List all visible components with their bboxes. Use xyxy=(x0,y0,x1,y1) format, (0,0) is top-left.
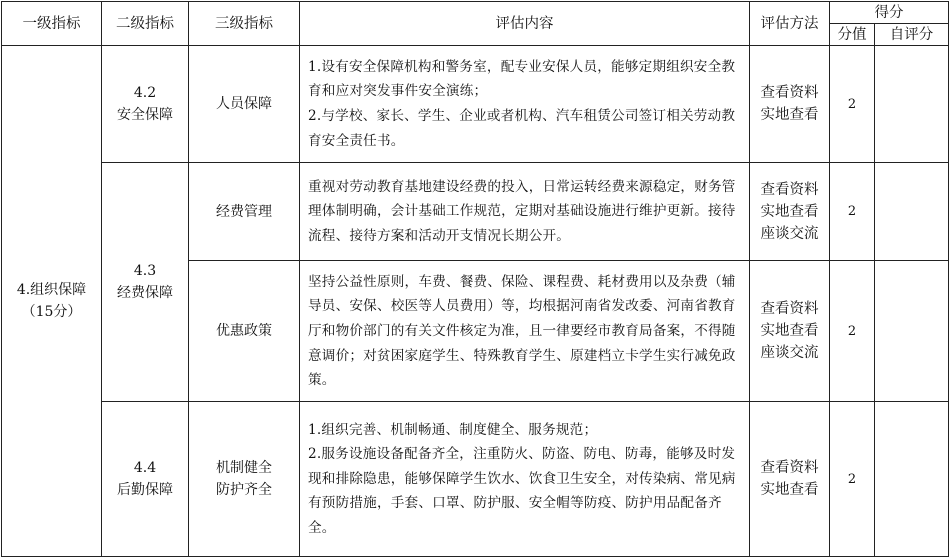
content-cell xyxy=(300,402,750,557)
level2-name: 安全保障 xyxy=(117,107,173,124)
level3-indicator-cell xyxy=(189,402,300,557)
score-cell: 2 xyxy=(830,402,875,557)
method-item: 实地查看 xyxy=(760,323,819,340)
level2-indicator-cell xyxy=(102,402,189,557)
method-cell xyxy=(750,402,830,557)
method-item: 查看资料 xyxy=(760,460,819,477)
method-item: 查看资料 xyxy=(760,181,819,198)
level3-name: 机制健全 xyxy=(216,460,272,477)
level3-name: 人员保障 xyxy=(216,96,272,113)
score-cell: 2 xyxy=(830,162,875,261)
header-self-score: 自评分 xyxy=(875,24,949,46)
level3-name: 优惠政策 xyxy=(216,323,272,340)
level2-code: 4.3 xyxy=(133,262,157,279)
method-item: 实地查看 xyxy=(760,203,819,220)
level1-indicator-name: 4.组织保障 xyxy=(16,282,87,299)
header-method: 评估方法 xyxy=(750,2,830,46)
header-row-1 xyxy=(2,2,949,24)
table-row xyxy=(2,46,949,163)
content-line: 坚持公益性原则，车费、餐费、保险、课程费、耗材费用以及杂费（辅导员、安保、校医等人员费用）等，均根据河南省发改委、河南省教育厅和物价部门的有关文件核定为准，且一律要经市教育局备案，不得随意调价；对贫困家庭学生、特殊教育学生、原建档立卡学生实行减免政策。 xyxy=(308,273,736,389)
method-item: 座谈交流 xyxy=(760,225,819,242)
level3-name: 防护齐全 xyxy=(216,482,272,499)
level1-indicator-points: （15分） xyxy=(21,304,82,321)
content-cell xyxy=(300,162,750,261)
header-level3: 三级指标 xyxy=(189,2,300,46)
method-item: 查看资料 xyxy=(760,301,819,318)
method-cell xyxy=(750,162,830,261)
self-score-cell xyxy=(875,46,949,163)
self-score-cell xyxy=(875,261,949,402)
level2-code: 4.4 xyxy=(133,460,157,477)
method-item: 实地查看 xyxy=(760,107,819,124)
level3-indicator-cell xyxy=(189,162,300,261)
score-cell: 2 xyxy=(830,46,875,163)
content-line: 2.与学校、家长、学生、企业或者机构、汽车租赁公司签订相关劳动教育安全责任书。 xyxy=(308,108,736,149)
level2-indicator-cell xyxy=(102,162,189,401)
content-line: 2.服务设施设备配备齐全，注重防火、防盗、防电、防毒，能够及时发现和排除隐患，能够保障学生饮水、饮食卫生安全，对传染病、常见病有预防措施，手套、口罩、防护服、安全帽等防疫、防护用品配备齐全。 xyxy=(308,446,736,536)
level3-name: 经费管理 xyxy=(216,203,272,220)
content-line: 重视对劳动教育基地建设经费的投入，日常运转经费来源稳定，财务管理体制明确，会计基础工作规范，定期对基础设施进行维护更新。接待流程、接待方案和活动开支情况长期公开。 xyxy=(308,178,736,244)
self-score-cell xyxy=(875,162,949,261)
level3-indicator-cell xyxy=(189,46,300,163)
level1-indicator-cell xyxy=(2,46,102,557)
level2-indicator-cell xyxy=(102,46,189,163)
header-score: 得分 xyxy=(830,2,949,24)
method-item: 查看资料 xyxy=(760,85,819,102)
method-cell xyxy=(750,261,830,402)
header-content: 评估内容 xyxy=(300,2,750,46)
header-points: 分值 xyxy=(830,24,875,46)
content-cell xyxy=(300,46,750,163)
method-item: 实地查看 xyxy=(760,482,819,499)
table-row xyxy=(2,402,949,557)
level3-indicator-cell xyxy=(189,261,300,402)
header-level1: 一级指标 xyxy=(2,2,102,46)
level2-name: 经费保障 xyxy=(117,284,173,301)
evaluation-table xyxy=(1,1,949,557)
content-line: 1.设有安全保障机构和警务室，配专业安保人员，能够定期组织安全教育和应对突发事件安全演练； xyxy=(308,58,736,100)
level2-name: 后勤保障 xyxy=(117,482,173,499)
level2-code: 4.2 xyxy=(133,85,157,102)
method-item: 座谈交流 xyxy=(760,345,819,362)
header-level2: 二级指标 xyxy=(102,2,189,46)
method-cell xyxy=(750,46,830,163)
self-score-cell xyxy=(875,402,949,557)
score-cell: 2 xyxy=(830,261,875,402)
content-cell xyxy=(300,261,750,402)
table-row xyxy=(2,162,949,261)
content-line: 1.组织完善、机制畅通、制度健全、服务规范； xyxy=(308,421,598,438)
